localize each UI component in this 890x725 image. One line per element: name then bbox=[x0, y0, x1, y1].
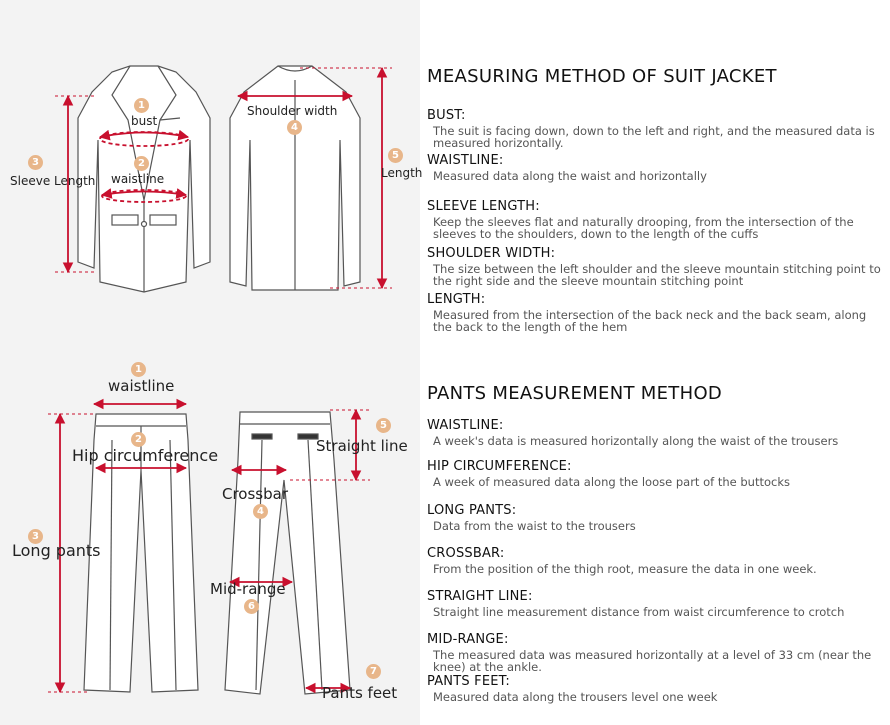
pants-section-title: PANTS MEASUREMENT METHOD bbox=[427, 383, 723, 404]
label-hip-circumference: Hip circumference bbox=[72, 446, 219, 465]
label-pants-feet: Pants feet bbox=[322, 684, 398, 702]
item-heading: LENGTH: bbox=[427, 292, 486, 307]
item-heading: MID-RANGE: bbox=[427, 632, 509, 647]
label-straight-line: Straight line bbox=[316, 437, 408, 455]
item-description: Measured from the intersection of the back neck and the back seam, along the back to the length of the hem bbox=[433, 308, 867, 334]
label-sleeve-length: Sleeve Length bbox=[10, 174, 96, 188]
pants-item-long-pants bbox=[427, 503, 887, 533]
badge-shoulder-width: 4 bbox=[287, 120, 302, 135]
badge-length: 5 bbox=[388, 148, 403, 163]
label-crossbar: Crossbar bbox=[222, 485, 288, 503]
jacket-item-bust bbox=[427, 108, 887, 149]
badge-sleeve-length: 3 bbox=[28, 155, 43, 170]
item-heading: SHOULDER WIDTH: bbox=[427, 246, 556, 261]
badge-pants-feet: 7 bbox=[366, 664, 381, 679]
item-heading: BUST: bbox=[427, 108, 466, 123]
pants-item-crossbar bbox=[427, 546, 887, 576]
item-description: From the position of the thigh root, measure the data in one week. bbox=[433, 562, 817, 576]
item-description: Keep the sleeves flat and naturally drooping, from the intersection of the sleeves to the shoulders, down to the length of the cuffs bbox=[433, 215, 854, 241]
item-description: The measured data was measured horizontally at a level of 33 cm (near the knee) at the ankle. bbox=[433, 648, 872, 674]
item-heading: PANTS FEET: bbox=[427, 674, 510, 689]
label-shoulder-width: Shoulder width bbox=[247, 104, 338, 118]
pants-item-mid-range bbox=[427, 632, 887, 673]
item-description: Measured data along the waist and horizontally bbox=[433, 169, 707, 183]
label-waistline-pants: waistline bbox=[108, 377, 175, 395]
jacket-section-title: MEASURING METHOD OF SUIT JACKET bbox=[427, 66, 777, 87]
badge-bust: 1 bbox=[134, 98, 149, 113]
badge-mid-range: 6 bbox=[244, 599, 259, 614]
item-description: A week's data is measured horizontally along the waist of the trousers bbox=[433, 434, 839, 448]
item-description: A week of measured data along the loose part of the buttocks bbox=[433, 475, 790, 489]
garment-illustrations bbox=[0, 0, 423, 725]
label-long-pants: Long pants bbox=[12, 541, 101, 560]
item-heading: STRAIGHT LINE: bbox=[427, 589, 533, 604]
badge-crossbar: 4 bbox=[253, 504, 268, 519]
item-description: Data from the waist to the trousers bbox=[433, 519, 636, 533]
item-heading: LONG PANTS: bbox=[427, 503, 517, 518]
item-description: The suit is facing down, down to the left and right, and the measured data is measured horizontally. bbox=[433, 124, 875, 150]
jacket-item-length bbox=[427, 292, 887, 333]
badge-waistline-jacket: 2 bbox=[134, 156, 149, 171]
jacket-item-shoulder-width bbox=[427, 246, 887, 287]
pants-item-straight-line bbox=[427, 589, 887, 619]
label-bust: bust bbox=[131, 114, 158, 128]
badge-waistline-pants: 1 bbox=[131, 362, 146, 377]
jacket-item-waistline bbox=[427, 153, 887, 183]
jacket-item-sleeve-length bbox=[427, 199, 887, 240]
pants-item-hip-circumference bbox=[427, 459, 887, 489]
jacket-back-drawing bbox=[230, 66, 360, 290]
item-description: Measured data along the trousers level one week bbox=[433, 690, 718, 704]
item-description: Straight line measurement distance from waist circumference to crotch bbox=[433, 605, 845, 619]
item-description: The size between the left shoulder and the sleeve mountain stitching point to the right side and the sleeve mountain stitching point bbox=[433, 262, 881, 288]
pants-item-pants-feet bbox=[427, 674, 887, 704]
label-length: Length bbox=[381, 166, 423, 180]
item-heading: HIP CIRCUMFERENCE: bbox=[427, 459, 572, 474]
item-heading: WAISTLINE: bbox=[427, 153, 504, 168]
label-waistline-jacket: waistline bbox=[111, 172, 165, 186]
item-heading: SLEEVE LENGTH: bbox=[427, 199, 540, 214]
item-heading: CROSSBAR: bbox=[427, 546, 505, 561]
badge-hip-circumference: 2 bbox=[131, 432, 146, 447]
pants-item-waistline bbox=[427, 418, 887, 448]
badge-long-pants: 3 bbox=[28, 529, 43, 544]
label-mid-range: Mid-range bbox=[210, 580, 286, 598]
badge-straight-line: 5 bbox=[376, 418, 391, 433]
item-heading: WAISTLINE: bbox=[427, 418, 504, 433]
